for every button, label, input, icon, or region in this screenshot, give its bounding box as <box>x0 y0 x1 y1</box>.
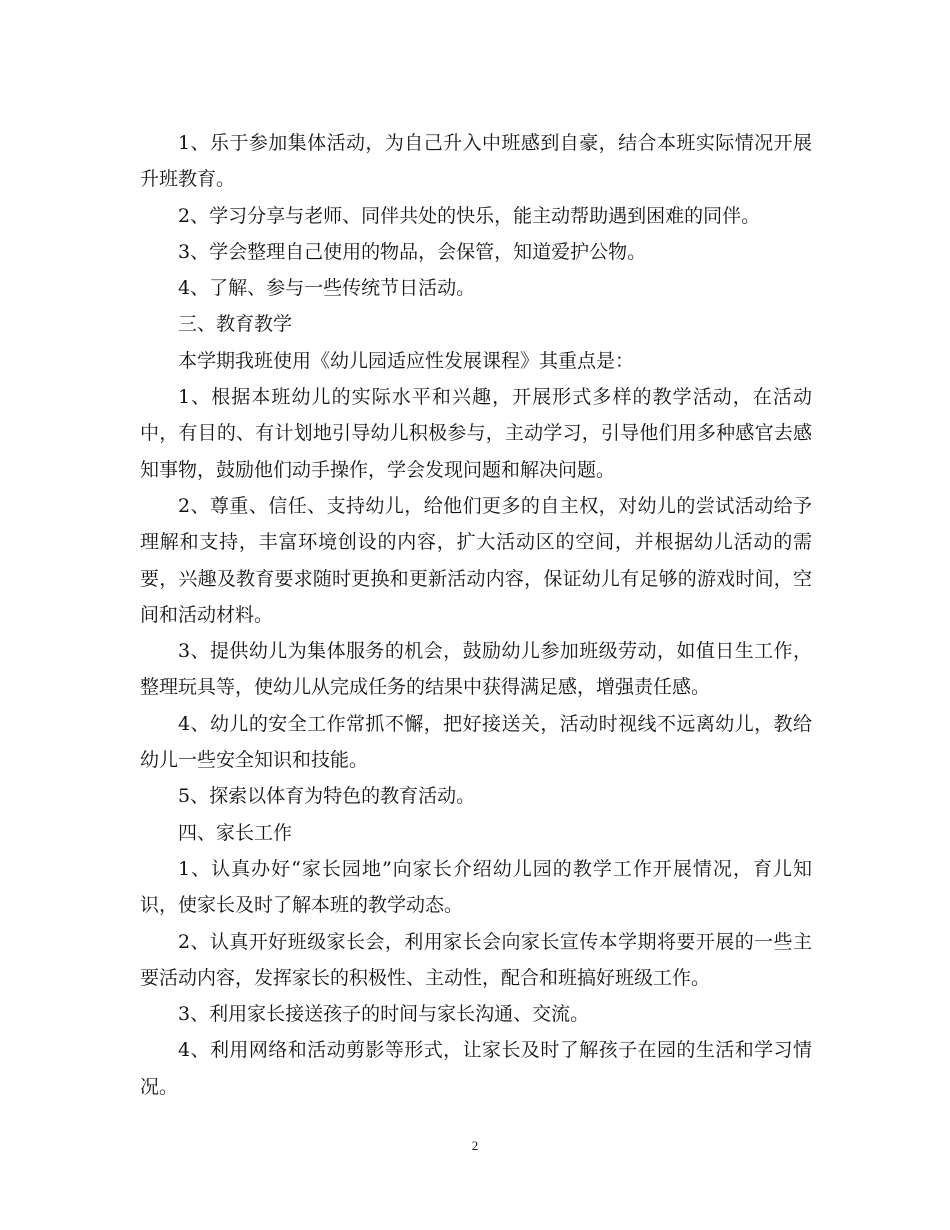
paragraph: 3、利用家长接送孩子的时间与家长沟通、交流。 <box>178 1003 590 1026</box>
paragraph: 4、幼儿的安全工作常抓不懈，把好接送关，活动时视线不远离幼儿，教给幼儿一些安全知识和技能。 <box>140 712 812 772</box>
document-body <box>140 125 812 1105</box>
paragraph: 2、学习分享与老师、同伴共处的快乐，能主动帮助遇到困难的同伴。 <box>178 204 761 227</box>
page-number: 2 <box>471 1138 479 1153</box>
paragraph: 本学期我班使用《幼儿园适应性发展课程》其重点是： <box>178 349 635 372</box>
paragraph: 1、乐于参加集体活动，为自己升入中班感到自豪，结合本班实际情况开展升班教育。 <box>140 132 812 191</box>
paragraph: 4、了解、参与一些传统节日活动。 <box>178 277 476 300</box>
paragraph: 5、探索以体育为特色的教育活动。 <box>178 785 476 808</box>
paragraph: 3、学会整理自己使用的物品，会保管，知道爱护公物。 <box>178 240 647 263</box>
paragraph: 1、认真办好“家长园地”向家长介绍幼儿园的教学工作开展情况，育儿知识，使家长及时了解本班的教学动态。 <box>140 857 812 917</box>
section-heading: 四、家长工作 <box>178 821 293 844</box>
paragraph: 2、认真开好班级家长会，利用家长会向家长宣传本学期将要开展的一些主要活动内容，发挥家长的积极性、主动性，配合和班搞好班级工作。 <box>140 930 812 989</box>
paragraph: 1、根据本班幼儿的实际水平和兴趣，开展形式多样的教学活动，在活动中，有目的、有计划地引导幼儿积极参与，主动学习，引导他们用多种感官去感知事物，鼓励他们动手操作，学会发现问题和解决问题。 <box>140 386 812 481</box>
section-heading: 三、教育教学 <box>178 313 293 336</box>
paragraph: 3、提供幼儿为集体服务的机会，鼓励幼儿参加班级劳动，如值日生工作，整理玩具等，使幼儿从完成任务的结果中获得满足感，增强责任感。 <box>140 640 812 699</box>
paragraph: 2、尊重、信任、支持幼儿，给他们更多的自主权，对幼儿的尝试活动给予理解和支持，丰富环境创设的内容，扩大活动区的空间，并根据幼儿活动的需要，兴趣及教育要求随时更换和更新活动内容，保证幼儿有足够的游戏时间，空间和活动材料。 <box>140 494 812 626</box>
paragraph: 4、利用网络和活动剪影等形式，让家长及时了解孩子在园的生活和学习情况。 <box>140 1039 812 1098</box>
